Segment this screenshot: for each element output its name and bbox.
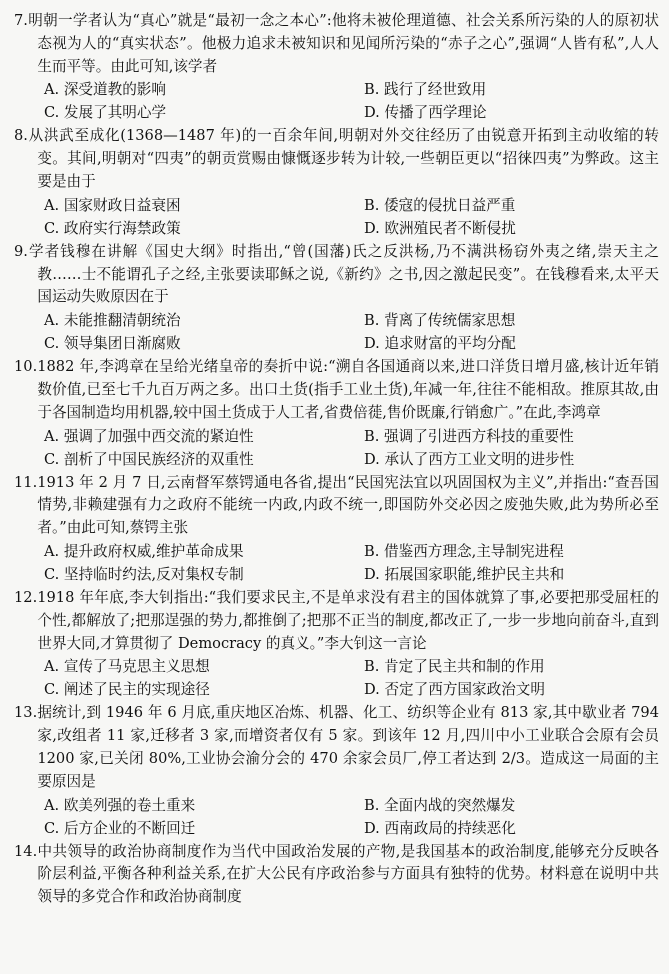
question-14 — [14, 841, 659, 909]
option-b[interactable]: B. 全面内战的突然爆发 — [364, 796, 516, 814]
question-number: 13. — [14, 704, 38, 722]
option-a[interactable]: A. 深受道教的影响 — [44, 81, 166, 99]
option-list — [14, 309, 659, 355]
question-number: 8. — [14, 127, 28, 145]
question-stem — [14, 587, 659, 655]
question-stem — [14, 241, 659, 309]
option-b[interactable]: B. 践行了经世致用 — [364, 81, 487, 99]
question-stem — [14, 10, 659, 78]
question-number: 7. — [14, 12, 28, 29]
question-text: 学者钱穆在讲解《国史大纲》时指出,“曾(国藩)氏之反洪杨,乃不满洪杨窃外夷之绪,崇天主之教……士不能谓孔子之经,主张要读耶稣之说,《新约》之书,因之激起民变”。在钱穆看来,太平天国运动失败原因在于 — [27, 242, 659, 306]
option-b[interactable]: B. 背离了传统儒家思想 — [364, 312, 516, 330]
option-d[interactable]: D. 西南政局的持续恶化 — [364, 819, 516, 837]
question-stem — [14, 841, 659, 909]
question-8 — [14, 125, 659, 239]
question-text: 1882 年,李鸿章在呈给光绪皇帝的奏折中说:“溯自各国通商以来,进口洋货日增月盛,核计近年销数价值,已至七千九百万两之多。出口土货(指手工业土货),年减一年,往往不能相敌。推原其故,由于各国制造均用机器,较中国土货成于人工者,省费倍蓰,售价既廉,行销愈广。”在此,李鸿章 — [37, 358, 659, 421]
option-a[interactable]: A. 未能推翻清朝统治 — [44, 312, 181, 330]
option-c[interactable]: C. 领导集团日渐腐败 — [44, 335, 181, 353]
question-stem — [14, 125, 659, 193]
option-d[interactable]: D. 否定了西方国家政治文明 — [364, 681, 545, 699]
option-c[interactable]: C. 坚持临时约法,反对集权专制 — [44, 565, 244, 583]
option-list — [14, 194, 659, 240]
option-list — [14, 655, 659, 701]
question-stem — [14, 702, 659, 793]
question-text: 1913 年 2 月 7 日,云南督军蔡锷通电各省,提出“民国宪法宜以巩固国权为主义”,并指出:“查吾国情势,非赖建强有力之政府不能统一内政,内政不统一,即国防外交必因之废弛失败,此为势所必至者。”由此可知,蔡锷主张 — [37, 473, 659, 537]
question-12 — [14, 587, 659, 701]
question-text: 1918 年年底,李大钊指出:“我们要求民主,不是单求没有君主的国体就算了事,必要把那受屈枉的个性,都解放了;把那逞强的势力,都推倒了;把那不正当的制度,都改正了,一步一步地向前奋斗,直到世界大同,才算贯彻了 Democracy 的真义。”李大钊这一言论 — [37, 588, 659, 652]
option-c[interactable]: C. 剖析了中国民族经济的双重性 — [44, 450, 254, 468]
option-b[interactable]: B. 借鉴西方理念,主导制宪进程 — [364, 542, 564, 560]
question-7 — [14, 10, 659, 124]
option-list — [14, 794, 659, 840]
option-a[interactable]: A. 国家财政日益衰困 — [44, 196, 181, 214]
option-b[interactable]: B. 肯定了民主共和制的作用 — [364, 658, 545, 676]
question-number: 11. — [14, 473, 38, 491]
option-list — [14, 540, 659, 586]
option-a[interactable]: A. 强调了加强中西交流的紧迫性 — [44, 427, 254, 445]
option-c[interactable]: C. 后方企业的不断回迁 — [44, 819, 196, 837]
question-9 — [14, 241, 659, 355]
option-c[interactable]: C. 阐述了民主的实现途径 — [44, 681, 210, 699]
question-number: 10. — [14, 358, 38, 376]
question-number: 12. — [14, 588, 38, 606]
option-d[interactable]: D. 拓展国家职能,维护民主共和 — [364, 565, 565, 583]
option-list — [14, 425, 659, 471]
question-text: 从洪武至成化(1368—1487 年)的一百余年间,明朝对外交往经历了由锐意开拓到主动收缩的转变。其间,明朝对“四夷”的朝贡赏赐由慷慨逐步转为计较,一些朝臣更以“招徕四夷”为弊政。这主要是由于 — [27, 127, 659, 190]
question-11 — [14, 472, 659, 586]
option-c[interactable]: C. 政府实行海禁政策 — [44, 219, 181, 237]
option-d[interactable]: D. 传播了西学理论 — [364, 104, 487, 122]
question-stem — [14, 472, 659, 540]
option-c[interactable]: C. 发展了其明心学 — [44, 104, 167, 122]
question-13 — [14, 702, 659, 839]
option-d[interactable]: D. 承认了西方工业文明的进步性 — [364, 450, 575, 468]
question-number: 9. — [14, 242, 28, 260]
option-a[interactable]: A. 欧美列强的卷土重来 — [44, 796, 196, 814]
question-stem — [14, 356, 659, 424]
question-number: 14. — [14, 842, 38, 860]
option-b[interactable]: B. 倭寇的侵扰日益严重 — [364, 196, 516, 214]
question-10 — [14, 356, 659, 470]
option-list — [14, 78, 659, 124]
question-text: 明朝一学者认为“真心”就是“最初一念之本心”:他将未被伦理道德、社会关系所污染的人的原初状态视为人的“真实状态”。他极力追求未被知识和见闻所污染的“赤子之心”,强调“人皆有私”,人人生而平等。由此可知,该学者 — [27, 12, 659, 75]
option-b[interactable]: B. 强调了引进西方科技的重要性 — [364, 427, 574, 445]
option-a[interactable]: A. 宣传了马克思主义思想 — [44, 658, 210, 676]
option-d[interactable]: D. 欧洲殖民者不断侵扰 — [364, 219, 516, 237]
question-text: 据统计,到 1946 年 6 月底,重庆地区冶炼、机器、化工、纺织等企业有 813 家,其中歇业者 794 家,改组者 11 家,迁移者 3 家,而增资者仅有 5 家。到该年 12 月,四川中小工业联合会原有会员 1200 家,已关闭 80%,工业协会渝分会的 470 余家会员厂,停工者达到 2/3。造成这一局面的主要原因是 — [37, 704, 659, 790]
question-text: 中共领导的政治协商制度作为当代中国政治发展的产物,是我国基本的政治制度,能够充分反映各阶层利益,平衡各种利益关系,在扩大公民有序政治参与方面具有独特的优势。材料意在说明中共领导的多党合作和政治协商制度 — [37, 842, 659, 906]
option-d[interactable]: D. 追求财富的平均分配 — [364, 335, 516, 353]
option-a[interactable]: A. 提升政府权威,维护革命成果 — [44, 542, 244, 560]
